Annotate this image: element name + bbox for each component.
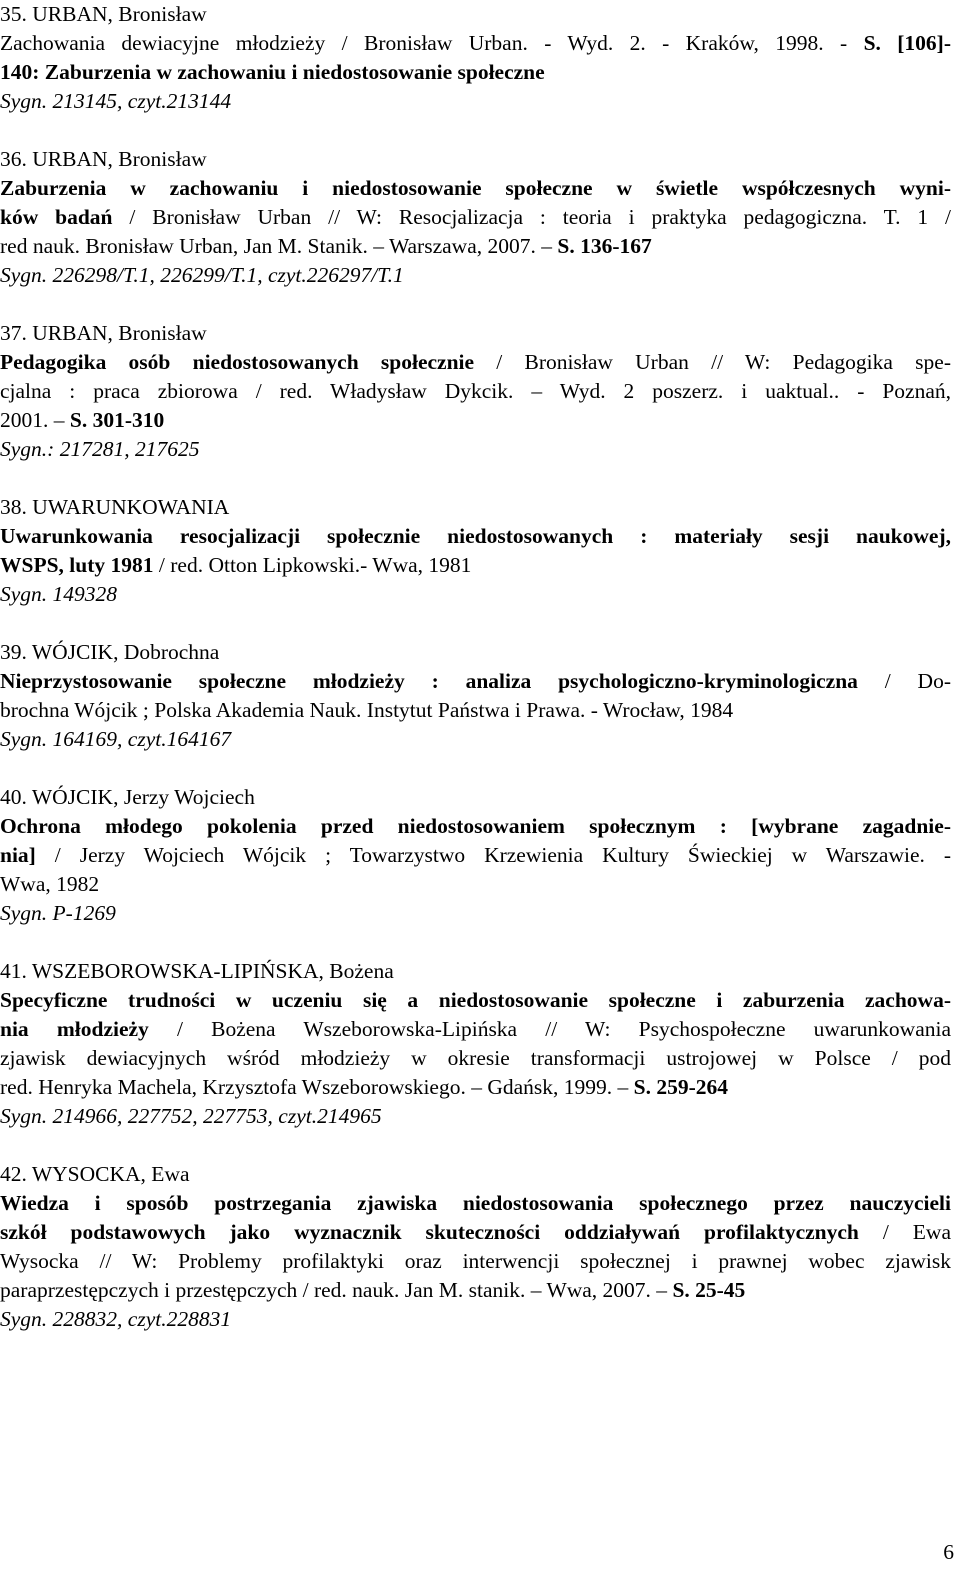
entry-description-line: cjalna : praca zbiorowa / red. Władysław Dykcik. – Wyd. 2 poszerz. i uaktual.. - Poznań, <box>0 379 951 403</box>
description-text: paraprzestępczych i przestępczych / red. nauk. Jan M. stanik. – Wwa, 2007. – <box>0 1278 673 1302</box>
entry-description-line: Wwa, 1982 <box>0 872 100 896</box>
page-number: 6 <box>943 1540 954 1564</box>
entry-title: WSPS, luty 1981 <box>0 553 154 577</box>
entry-signature: Sygn.: 217281, 217625 <box>0 437 200 461</box>
entry-signature: Sygn. 226298/T.1, 226299/T.1, czyt.226297/T.1 <box>0 263 404 287</box>
entry-heading: 35. URBAN, Bronisław <box>0 2 207 26</box>
entry-heading: 39. WÓJCIK, Dobrochna <box>0 640 220 664</box>
entry-heading: 38. UWARUNKOWANIA <box>0 495 230 519</box>
entry-title-line: 140: Zaburzenia w zachowaniu i niedostosowanie społeczne <box>0 60 545 84</box>
description-text: / Bronisław Urban // W: Pedagogika spe- <box>474 350 951 374</box>
entry-title-line: Specyficzne trudności w uczeniu się a niedostosowanie społeczne i zaburzenia zachowa- <box>0 988 951 1012</box>
bibliography-entry-42 <box>0 1160 951 1334</box>
bibliography-entry-36 <box>0 145 951 290</box>
description-text: / Bronisław Urban // W: Resocjalizacja : teoria i praktyka pedagogiczna. T. 1 / <box>112 205 952 229</box>
description-text: / red. Otton Lipkowski.- Wwa, 1981 <box>153 553 472 577</box>
description-text: / Ewa <box>858 1220 951 1244</box>
page-range: S. 301-310 <box>69 408 165 432</box>
bibliography-entry-39 <box>0 638 951 754</box>
description-text: Zachowania dewiacyjne młodzieży / Bronisław Urban. - Wyd. 2. - Kraków, 1998. - <box>0 31 864 55</box>
page-range: S. 136-167 <box>557 234 652 258</box>
entry-signature: Sygn. 228832, czyt.228831 <box>0 1307 232 1331</box>
entry-title: ków badań <box>0 205 113 229</box>
entry-description-line <box>0 1015 951 1044</box>
entry-title-line: Uwarunkowania resocjalizacji społecznie niedostosowanych : materiały sesji naukowej, <box>0 524 951 548</box>
entry-description-line <box>0 1073 951 1102</box>
entry-description-line <box>0 667 951 696</box>
entry-title: nia] <box>0 843 36 867</box>
entry-description-line <box>0 348 951 377</box>
bibliography-entry-35 <box>0 0 951 116</box>
entry-description-line <box>0 1218 951 1247</box>
entry-description-line <box>0 232 951 261</box>
entry-heading: 41. WSZEBOROWSKA-LIPIŃSKA, Bożena <box>0 959 394 983</box>
entry-description-line <box>0 406 951 435</box>
entry-signature: Sygn. P-1269 <box>0 901 116 925</box>
entry-heading: 36. URBAN, Bronisław <box>0 147 207 171</box>
page-range: S. 25-45 <box>672 1278 746 1302</box>
description-text: / Do- <box>857 669 951 693</box>
entry-title: szkół podstawowych jako wyznacznik skuteczności oddziaływań profilaktycznych <box>0 1220 859 1244</box>
description-text: / Bożena Wszeborowska-Lipińska // W: Psychospołeczne uwarunkowania <box>148 1017 951 1041</box>
entry-title: nia młodzieży <box>0 1017 149 1041</box>
description-text: / Jerzy Wojciech Wójcik ; Towarzystwo Krzewienia Kultury Świeckiej w Warszawie. - <box>35 843 951 867</box>
entry-heading: 37. URBAN, Bronisław <box>0 321 207 345</box>
entry-title: Nieprzystosowanie społeczne młodzieży : analiza psychologiczno-kryminologiczna <box>0 669 858 693</box>
entry-title-line: Ochrona młodego pokolenia przed niedostosowaniem społecznym : [wybrane zagadnie- <box>0 814 951 838</box>
entry-description-line <box>0 1276 951 1305</box>
entry-title: Pedagogika osób niedostosowanych społecznie <box>0 350 475 374</box>
bibliography-entry-38 <box>0 493 951 609</box>
description-text: red nauk. Bronisław Urban, Jan M. Stanik. – Warszawa, 2007. – <box>0 234 558 258</box>
entry-title-line: Wiedza i sposób postrzegania zjawiska niedostosowania społecznego przez nauczycieli <box>0 1191 951 1215</box>
entry-signature: Sygn. 213145, czyt.213144 <box>0 89 232 113</box>
entry-heading: 42. WYSOCKA, Ewa <box>0 1162 190 1186</box>
entry-description-line <box>0 29 951 58</box>
entry-signature: Sygn. 214966, 227752, 227753, czyt.214965 <box>0 1104 382 1128</box>
entry-signature: Sygn. 149328 <box>0 582 118 606</box>
description-bold: S. [106]- <box>863 31 951 55</box>
entry-signature: Sygn. 164169, czyt.164167 <box>0 727 232 751</box>
entry-description-line: Wysocka // W: Problemy profilaktyki oraz interwencji społecznej i prawnej wobec zjawisk <box>0 1249 951 1273</box>
entry-description-line <box>0 551 951 580</box>
entry-title-line: Zaburzenia w zachowaniu i niedostosowanie społeczne w świetle współczesnych wyni- <box>0 176 951 200</box>
entry-description-line: zjawisk dewiacyjnych wśród młodzieży w okresie transformacji ustrojowej w Polsce / pod <box>0 1046 951 1070</box>
entry-description-line: brochna Wójcik ; Polska Akademia Nauk. Instytut Państwa i Prawa. - Wrocław, 1984 <box>0 698 734 722</box>
page-range: S. 259-264 <box>633 1075 729 1099</box>
description-text: red. Henryka Machela, Krzysztofa Wszeborowskiego. – Gdańsk, 1999. – <box>0 1075 634 1099</box>
entry-description-line <box>0 203 951 232</box>
bibliography-entry-40 <box>0 783 951 928</box>
entry-description-line <box>0 841 951 870</box>
entry-heading: 40. WÓJCIK, Jerzy Wojciech <box>0 785 255 809</box>
bibliography-entry-37 <box>0 319 951 464</box>
bibliography-entry-41 <box>0 957 951 1131</box>
description-text: 2001. – <box>0 408 70 432</box>
